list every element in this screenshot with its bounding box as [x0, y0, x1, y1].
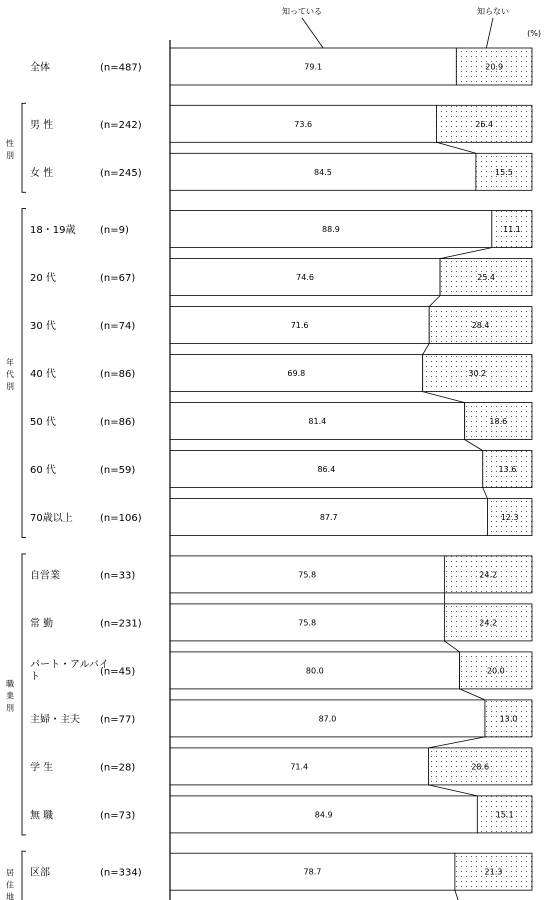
data-label: 18.6 [489, 417, 508, 427]
data-label: 75.8 [298, 618, 317, 628]
category-label [30, 658, 109, 682]
group-title-char: 業 [6, 691, 14, 701]
group-title-char: 職 [6, 679, 14, 689]
group-title [6, 678, 14, 712]
category-label: 常 勤 [30, 618, 54, 630]
data-label: 13.0 [499, 714, 518, 724]
connector-line [436, 142, 475, 153]
n-label: (n=73) [100, 810, 136, 822]
data-label: 12.3 [500, 513, 519, 523]
data-label: 24.2 [479, 570, 498, 580]
group-title-char: 代 [6, 370, 14, 380]
group-bracket [22, 554, 26, 835]
category-label: 20 代 [30, 273, 56, 285]
n-label: (n=28) [100, 762, 136, 774]
category-label: 学 生 [30, 762, 54, 774]
category-label: 全体 [30, 62, 50, 74]
n-label: (n=242) [100, 119, 142, 131]
connector-line [429, 296, 440, 307]
n-label: (n=106) [100, 513, 142, 525]
data-label: 81.4 [308, 417, 327, 427]
data-label: 88.9 [322, 225, 340, 235]
n-label: (n=77) [100, 714, 136, 726]
data-label: 79.1 [304, 62, 323, 72]
connector-line [440, 248, 492, 259]
category-label: 男 性 [30, 119, 54, 131]
n-label: (n=231) [100, 618, 142, 630]
group-title-char: 居 [6, 868, 14, 878]
n-label: (n=9) [100, 225, 129, 237]
connector-line [460, 689, 485, 700]
data-label: 78.7 [303, 867, 322, 877]
n-label: (n=245) [100, 167, 142, 179]
data-label: 20.0 [486, 666, 505, 676]
group-bracket [22, 851, 26, 900]
connector-line [423, 344, 430, 355]
group-title [6, 138, 14, 160]
data-label: 24.2 [479, 618, 498, 628]
data-label: 26.4 [475, 119, 494, 129]
legend-leader-known [302, 18, 323, 48]
n-label: (n=67) [100, 273, 136, 285]
group-title-char: 別 [6, 150, 14, 160]
category-label-line1: パート・アルバイ [30, 659, 109, 671]
category-label: 区部 [30, 867, 50, 879]
data-label: 71.6 [290, 321, 309, 331]
data-label: 71.4 [290, 762, 309, 772]
group-bracket [22, 209, 26, 538]
category-label: 主婦・主夫 [30, 714, 80, 726]
connector-line [428, 785, 477, 796]
data-label: 15.5 [495, 167, 513, 177]
n-label: (n=74) [100, 321, 136, 333]
group-bracket [22, 103, 26, 192]
group-title-char: 別 [6, 703, 14, 713]
n-label: (n=33) [100, 570, 136, 582]
data-label: 86.4 [317, 465, 336, 475]
data-label: 87.7 [319, 513, 338, 523]
data-label: 20.9 [485, 62, 504, 72]
legend-label-known: 知っている [282, 7, 322, 16]
data-label: 75.8 [298, 570, 317, 580]
n-label: (n=45) [100, 666, 136, 678]
data-label: 13.6 [498, 465, 517, 475]
data-label: 87.0 [318, 714, 337, 724]
n-label: (n=86) [100, 417, 136, 429]
group-title [6, 357, 14, 391]
category-label: 無 職 [30, 810, 54, 822]
category-label: 40 代 [30, 369, 56, 381]
data-label: 84.5 [314, 167, 332, 177]
group-title-char: 地 [6, 892, 14, 900]
category-label: 70歳以上 [30, 513, 73, 525]
group-title-char: 住 [6, 880, 14, 890]
category-label-line2: ト [30, 671, 40, 683]
legend-label-unknown: 知らない [477, 7, 509, 16]
n-label: (n=86) [100, 369, 136, 381]
category-label: 自営業 [30, 570, 60, 582]
data-label: 25.4 [477, 273, 495, 283]
unit-label: (%) [527, 29, 541, 38]
group-title [6, 869, 14, 900]
connector-line [428, 737, 484, 748]
connector-line [444, 641, 459, 652]
category-label: 女 性 [30, 167, 54, 179]
group-title-char: 年 [6, 358, 14, 368]
connector-line [455, 890, 459, 900]
data-label: 15.1 [495, 810, 514, 820]
category-label: 18・19歳 [30, 225, 76, 237]
data-label: 74.6 [296, 273, 314, 283]
n-label: (n=334) [100, 867, 142, 879]
data-label: 30.2 [468, 369, 487, 379]
legend-leader-unknown [486, 18, 493, 48]
data-label: 69.8 [287, 369, 306, 379]
connector-line [465, 440, 483, 451]
category-label: 60 代 [30, 465, 56, 477]
n-label: (n=59) [100, 465, 136, 477]
category-label: 50 代 [30, 417, 56, 429]
group-title-char: 性 [6, 138, 14, 148]
data-label: 11.1 [503, 225, 521, 235]
data-label: 28.6 [471, 762, 490, 772]
connector-line [483, 488, 488, 499]
data-label: 28.4 [471, 321, 490, 331]
category-label: 30 代 [30, 321, 56, 333]
data-label: 21.3 [484, 867, 503, 877]
connector-line [423, 392, 465, 403]
data-label: 73.6 [294, 119, 313, 129]
data-label: 80.0 [305, 666, 324, 676]
data-label: 84.9 [314, 810, 333, 820]
n-label: (n=487) [100, 62, 142, 74]
group-title-char: 別 [6, 382, 14, 392]
